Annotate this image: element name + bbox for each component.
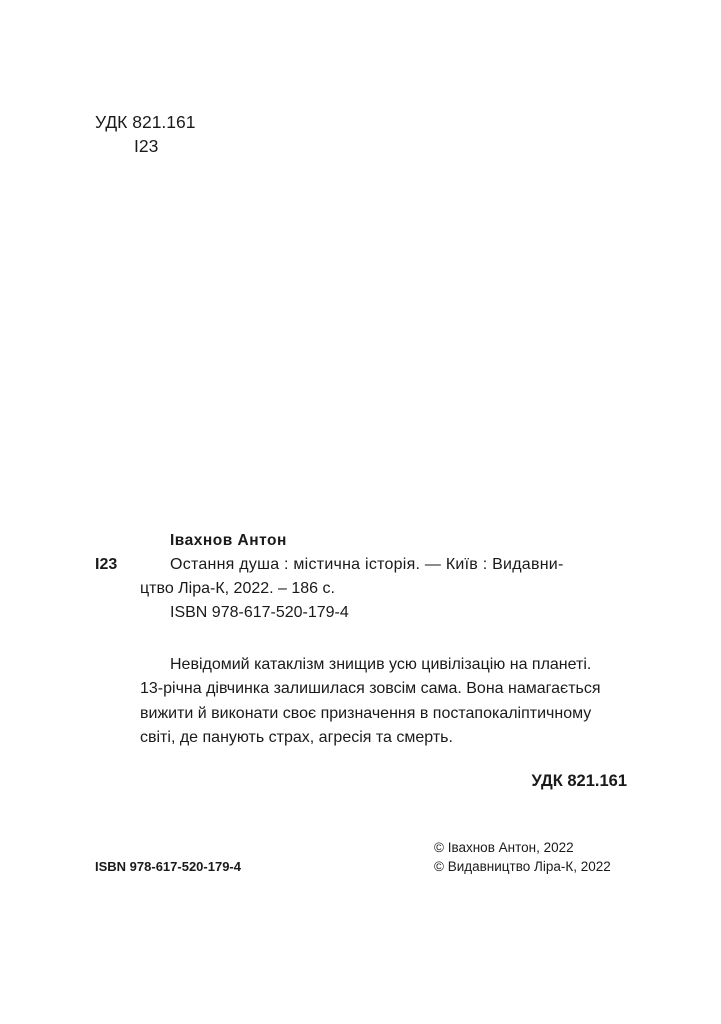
annotation-line: світі, де панують страх, агресія та смерть. (140, 729, 453, 747)
annotation-line: вижити й виконати своє призначення в постапокаліптичному (140, 704, 592, 722)
isbn-record: ISBN 978-617-520-179-4 (170, 604, 349, 621)
author-name: Івахнов Антон (170, 532, 287, 549)
copyright-publisher: © Видавництво Ліра-К, 2022 (434, 859, 611, 874)
udk-bottom: УДК 821.161 (531, 772, 627, 790)
author-mark: І23 (95, 556, 118, 573)
annotation (140, 653, 628, 751)
annotation-line: Невідомий катаклізм знищив усю цивілізацію на планеті. (170, 656, 592, 673)
copyright-author: © Івахнов Антон, 2022 (434, 840, 574, 855)
bibliographic-line-1: Остання душа : містична історія. — Київ : Видавни- (170, 556, 564, 573)
isbn-footer: ISBN 978-617-520-179-4 (95, 859, 241, 874)
udk-header: УДК 821.161 (95, 112, 196, 132)
author-mark-header: І23 (134, 136, 159, 156)
annotation-line: 13-річна дівчинка залишилася зовсім сама. Вона намагається (140, 680, 601, 698)
bibliographic-line-2: цтво Ліра-К, 2022. – 186 с. (140, 580, 335, 597)
